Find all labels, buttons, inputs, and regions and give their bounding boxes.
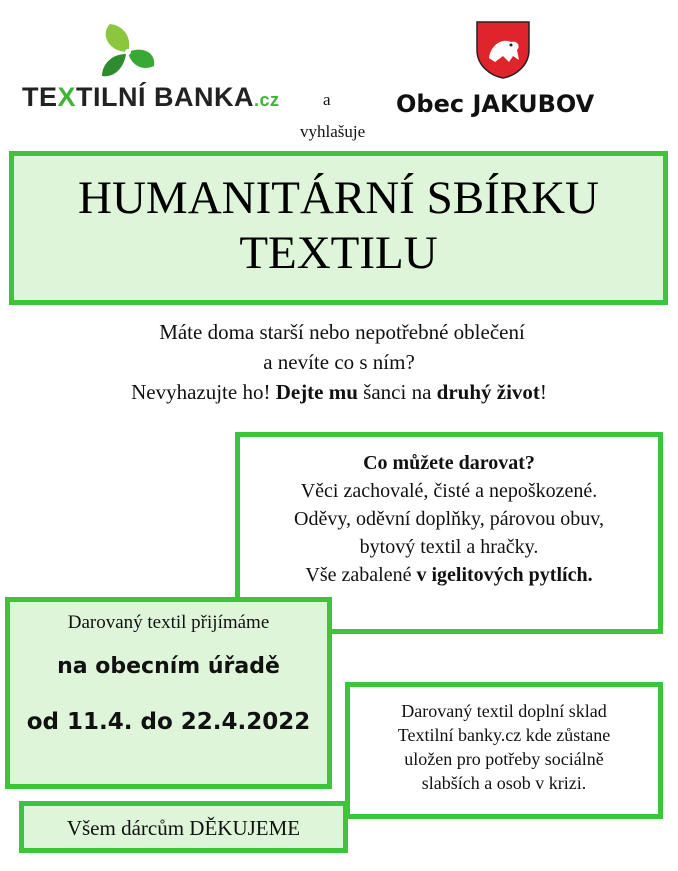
- donate-line-4-a: Vše zabalené: [305, 564, 417, 586]
- intro-line-3-b: Dejte mu: [275, 380, 358, 404]
- partner-logo-text-pre: TE: [22, 82, 58, 112]
- partner-logo-text-post: TILNÍ BANKA: [76, 82, 255, 112]
- partner-logo-text-x: X: [57, 82, 77, 112]
- store-line-1: Darovaný textil doplní sklad: [401, 701, 607, 721]
- thanks-text: Všem dárcům DĚKUJEME: [66, 816, 301, 840]
- intro-line-3-c: šanci na: [357, 380, 437, 404]
- donate-line-1: Věci zachovalé, čisté a nepoškozené.: [300, 480, 598, 502]
- donate-line-3: bytový textil a hračky.: [359, 536, 539, 558]
- title-box: [9, 151, 668, 305]
- store-line-3: uložen pro potřeby sociálně: [404, 749, 604, 769]
- store-line-4: slabších a osob v krizi.: [421, 773, 587, 793]
- thanks-box: [19, 801, 348, 853]
- partner-logo-domain: .cz: [254, 90, 280, 110]
- intro-line-3-d: druhý život: [436, 380, 540, 404]
- accept-box: [5, 597, 332, 789]
- announces-text: vyhlašuje: [300, 122, 366, 141]
- accept-intro: Darovaný textil přijímáme: [67, 612, 270, 633]
- donate-heading-text: Co můžete darovat?: [363, 452, 535, 474]
- partner-logo-text: [22, 82, 280, 113]
- title-line-2: TEXTILU: [239, 227, 438, 279]
- title-line-1: HUMANITÁRNÍ SBÍRKU: [78, 172, 599, 224]
- municipality-name: Obec JAKUBOV: [396, 90, 595, 118]
- donate-line-4: [240, 561, 658, 589]
- accept-place: na obecním úřadě: [57, 654, 280, 679]
- intro-line-2: a nevíte co s ním?: [263, 350, 415, 374]
- connector-text: a: [323, 90, 331, 109]
- coat-of-arms-icon: [473, 20, 533, 80]
- intro-line-3: [0, 377, 678, 407]
- intro-text: [0, 317, 678, 407]
- intro-line-1: Máte doma starší nebo nepotřebné oblečení: [159, 320, 525, 344]
- accept-date: od 11.4. do 22.4.2022: [26, 709, 311, 735]
- donate-line-4-b: v igelitových pytlích.: [416, 564, 593, 586]
- donate-heading: [240, 449, 658, 477]
- store-line-2: Textilní banky.cz kde zůstane: [397, 725, 611, 745]
- intro-line-3-e: !: [539, 380, 547, 404]
- store-box: [345, 682, 663, 819]
- donate-line-2: Oděvy, oděvní doplňky, párovou obuv,: [294, 508, 604, 530]
- leaf-logo-icon: [98, 22, 158, 82]
- intro-line-3-a: Nevyhazujte ho!: [131, 380, 276, 404]
